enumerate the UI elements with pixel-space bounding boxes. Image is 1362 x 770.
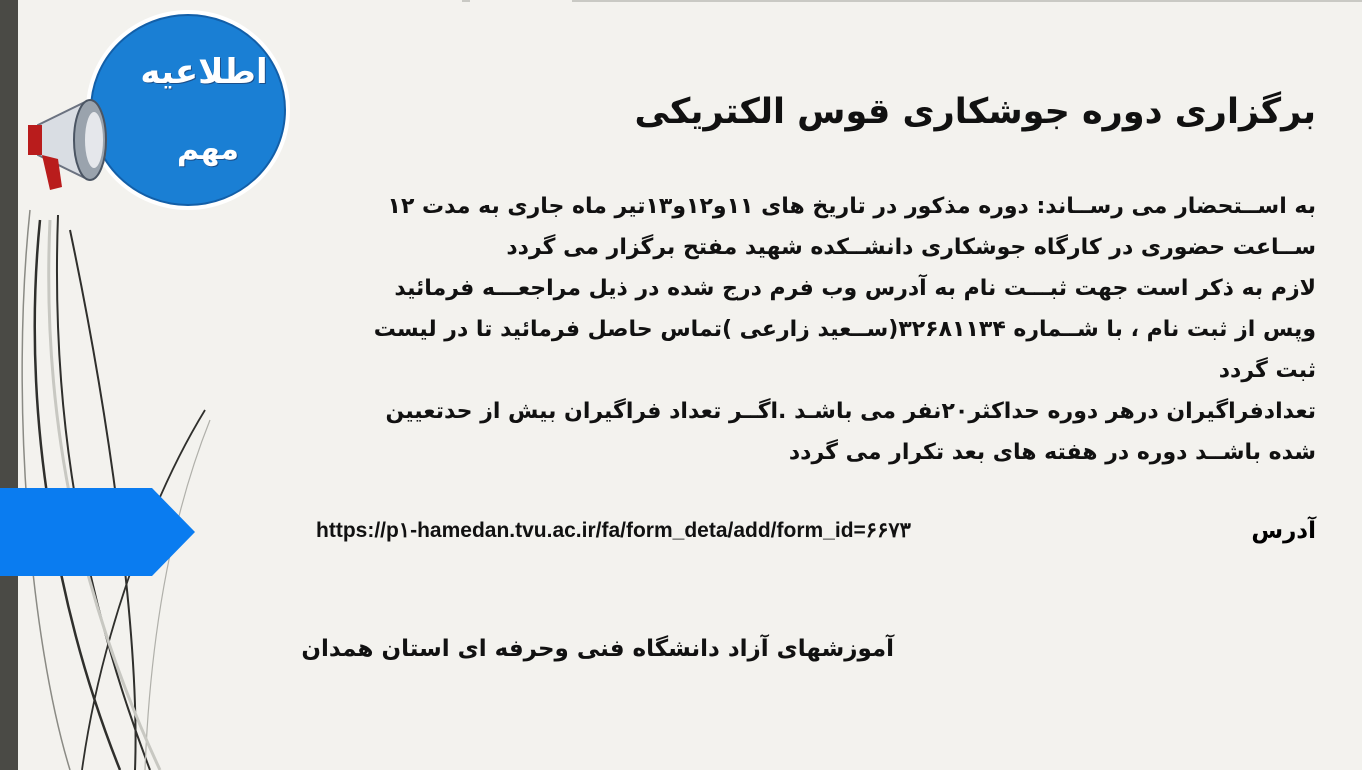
top-divider <box>462 0 470 2</box>
page-title: برگزاری دوره جوشکاری قوس الکتریکی <box>634 92 1316 132</box>
body-line: به اســتحضار می رســاند: دوره مذکور در تاریخ های ۱۱و۱۲و۱۳تیر ماه جاری به مدت ۱۲ <box>387 194 1316 219</box>
address-label: آدرس <box>1251 518 1316 544</box>
address-row <box>316 512 1316 552</box>
top-divider <box>572 0 1362 2</box>
megaphone-icon <box>28 85 148 195</box>
body-line: شده باشــد دوره در هفته های بعد تکرار می گردد <box>788 440 1316 465</box>
blue-arrow-marker <box>0 488 195 576</box>
body-line: لازم به ذکر است جهت ثبـــت نام به آدرس وب فرم درج شده در ذیل مراجعـــه فرمائید <box>394 276 1316 301</box>
announcement-badge <box>28 10 298 215</box>
body-line: وپس از ثبت نام ، با شــماره ۳۲۶۸۱۱۳۴(ســعید زارعی )تماس حاصل فرمائید تا در لیست <box>373 317 1316 342</box>
badge-title: اطلاعیه <box>140 52 268 92</box>
body-line: تعدادفراگیران درهر دوره حداکثر۲۰نفر می باشـد .اگــر تعداد فراگیران بیش از حدتعیین <box>385 399 1316 424</box>
body-line: ســاعت حضوری در کارگاه جوشکاری دانشــکده شهید مفتح برگزار می گردد <box>506 235 1316 260</box>
announcement-body <box>266 186 1316 473</box>
body-line: ثبت گردد <box>1218 358 1316 383</box>
registration-link[interactable]: https://p۱-hamedan.tvu.ac.ir/fa/form_deta/add/form_id=۶۶۷۳ <box>316 519 911 542</box>
organization-footer: آموزشهای آزاد دانشگاه فنی وحرفه ای استان همدان <box>301 636 894 662</box>
badge-subtitle: مهم <box>177 132 239 167</box>
